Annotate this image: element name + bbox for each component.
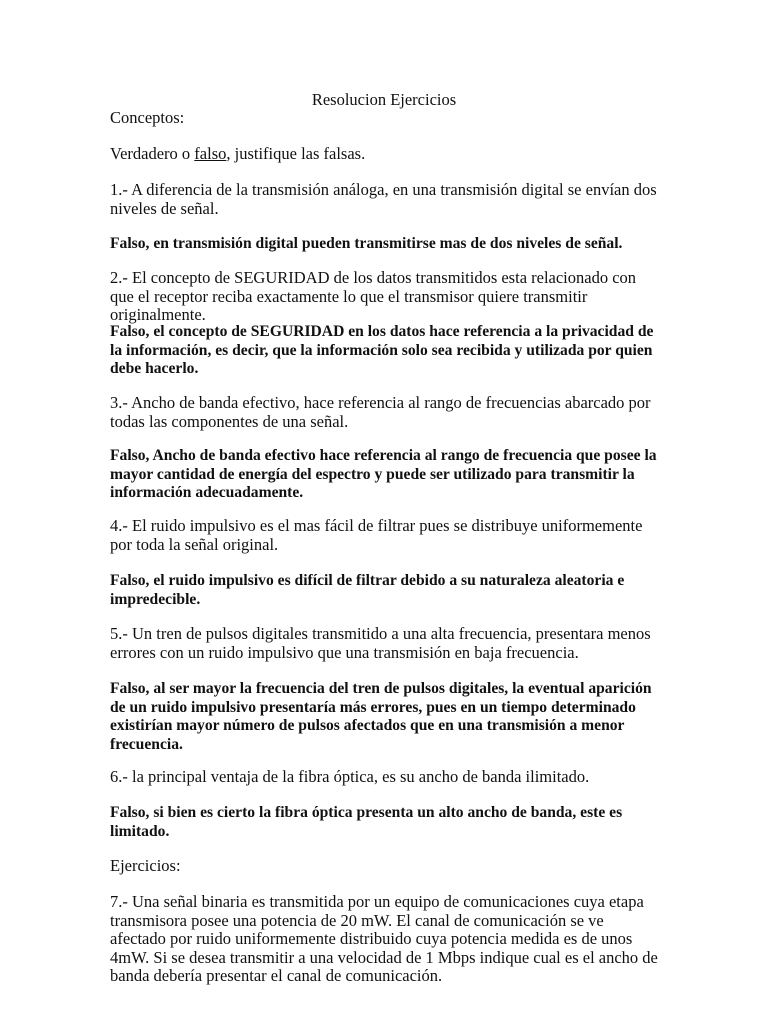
answer-2: Falso, el concepto de SEGURIDAD en los datos hace referencia a la privacidad de la información, es decir, que la información solo sea recibida y utilizada por quien debe hacerlo. xyxy=(110,323,654,377)
answer-6: Falso, si bien es cierto la fibra óptica presenta un alto ancho de banda, este es limitado. xyxy=(110,804,623,840)
statement-1: 1.- A diferencia de la transmisión análoga, en una transmisión digital se envían dos niveles de señal. xyxy=(110,180,657,218)
section-heading-conceptos: Conceptos: xyxy=(110,108,185,127)
answer-3: Falso, Ancho de banda efectivo hace referencia al rango de frecuencia que posee la mayor cantidad de energía del espectro y puede ser utilizado para transmitir la información adecuadamente. xyxy=(110,447,657,501)
instruction-text xyxy=(110,145,662,164)
document-title: Resolucion Ejercicios xyxy=(311,90,457,109)
statement-5: 5.- Un tren de pulsos digitales transmitido a una alta frecuencia, presentara menos errores con un ruido impulsivo que una transmisión en baja frecuencia. xyxy=(110,624,651,662)
statement-2: 2.- El concepto de SEGURIDAD de los datos transmitidos esta relacionado con que el receptor reciba exactamente lo que el transmisor quiere transmitir originalmente. xyxy=(110,268,637,324)
exercise-7: 7.- Una señal binaria es transmitida por un equipo de comunicaciones cuya etapa transmisora posee una potencia de 20 mW. El canal de comunicación se ve afectado por ruido uniformemente distribuido cuya potencia medida es de unos 4mW. Si se desea transmitir a una velocidad de 1 Mbps indique cual es el ancho de banda debería presentar el canal de comunicación. xyxy=(110,892,658,985)
instruction-suffix: , justifique las falsas. xyxy=(226,144,366,163)
statement-4: 4.- El ruido impulsivo es el mas fácil de filtrar pues se distribuye uniformemente por toda la señal original. xyxy=(110,516,643,554)
answer-4: Falso, el ruido impulsivo es difícil de filtrar debido a su naturaleza aleatoria e impredecible. xyxy=(110,572,625,608)
answer-5: Falso, al ser mayor la frecuencia del tren de pulsos digitales, la eventual aparición de un ruido impulsivo presentaría más errores, pues en un tiempo determinado existirían mayor número de pulsos afectados que en una transmisión a menor frecuencia. xyxy=(110,680,652,753)
section-heading-ejercicios: Ejercicios: xyxy=(110,856,181,875)
instruction-underlined-word: falso xyxy=(194,144,227,163)
statement-6: 6.- la principal ventaja de la fibra óptica, es su ancho de banda ilimitado. xyxy=(110,767,590,786)
statement-3: 3.- Ancho de banda efectivo, hace referencia al rango de frecuencias abarcado por todas las componentes de una señal. xyxy=(110,393,651,431)
answer-1: Falso, en transmisión digital pueden transmitirse mas de dos niveles de señal. xyxy=(110,235,623,252)
instruction-prefix: Verdadero o xyxy=(110,144,195,163)
